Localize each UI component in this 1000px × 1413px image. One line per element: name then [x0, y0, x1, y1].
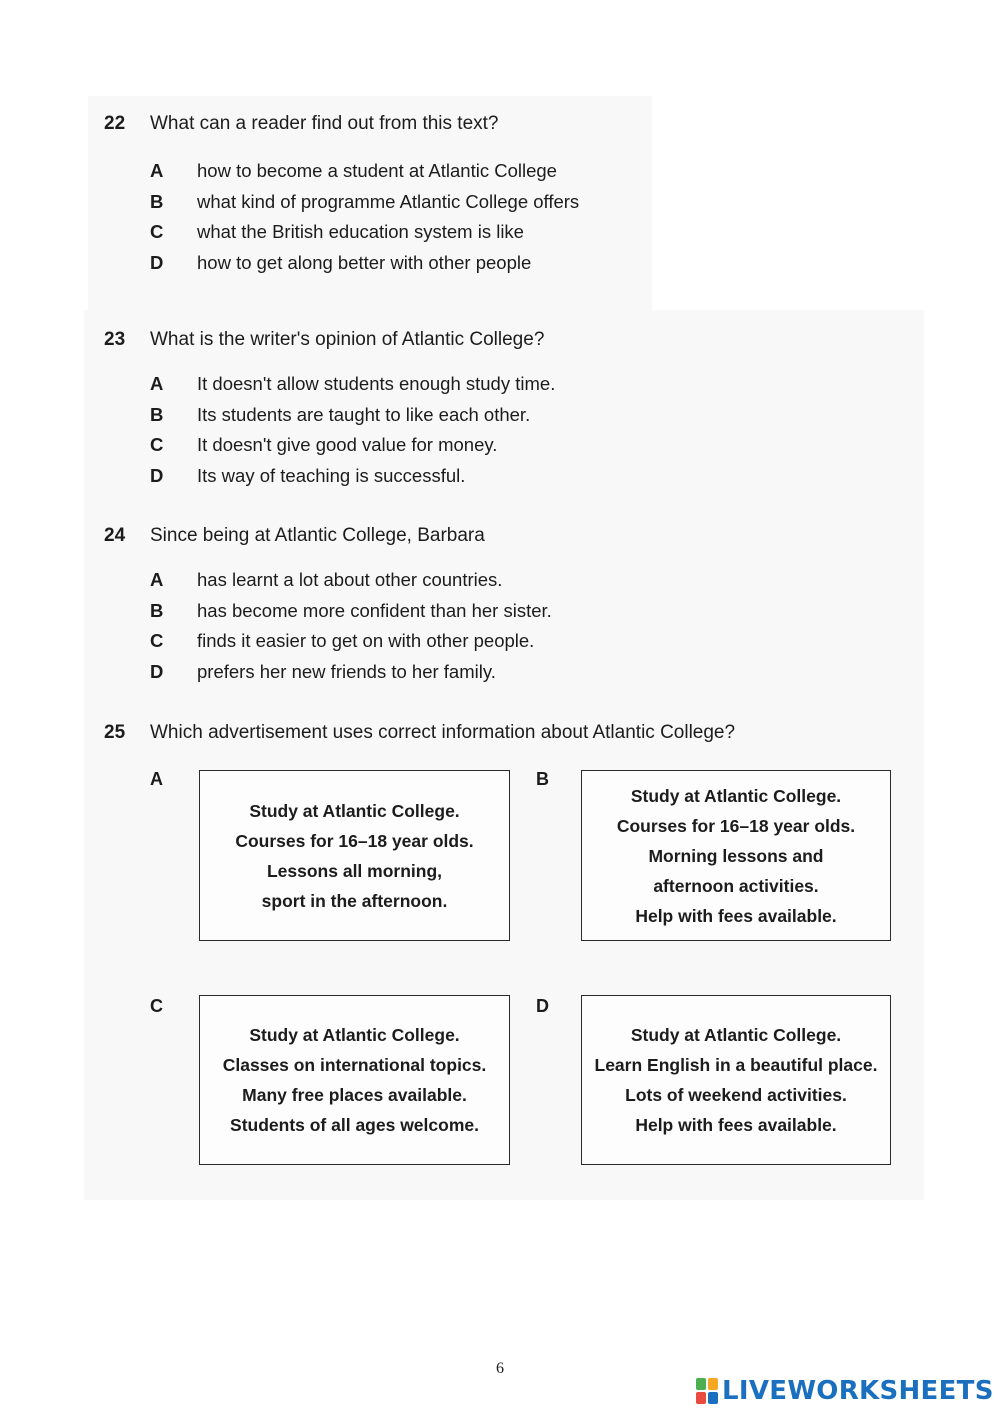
option-text: It doesn't allow students enough study time.: [197, 373, 556, 394]
option-text: Its students are taught to like each other.: [197, 403, 531, 425]
option-c[interactable]: [150, 626, 924, 657]
advert-d-box[interactable]: [581, 995, 891, 1165]
option-text: how to get along better with other people: [197, 251, 532, 273]
option-text: prefers her new friends to her family.: [197, 660, 496, 682]
question-number: 22: [104, 113, 126, 134]
option-a[interactable]: [150, 565, 924, 596]
option-d[interactable]: [150, 657, 924, 688]
question-25: [104, 721, 924, 745]
option-c[interactable]: [150, 217, 924, 248]
option-d[interactable]: [150, 248, 924, 279]
advert-line: Lessons all morning,: [266, 860, 443, 881]
option-letter: D: [150, 464, 164, 486]
option-letter: C: [150, 221, 164, 242]
option-letter: B: [150, 599, 164, 621]
question-24: [104, 524, 924, 687]
option-text: what the British education system is like: [197, 221, 524, 242]
advert-line: Lots of weekend activities.: [625, 1085, 847, 1105]
advert-c-box[interactable]: [199, 995, 510, 1165]
advert-line: afternoon activities.: [653, 875, 819, 896]
advert-line: Study at Atlantic College.: [249, 800, 460, 821]
liveworksheets-logo-icon: [696, 1378, 718, 1404]
option-text: what kind of programme Atlantic College offers: [197, 190, 580, 212]
option-text: has learnt a lot about other countries.: [197, 569, 503, 590]
page-number: 6: [496, 1360, 504, 1377]
option-letter: D: [150, 660, 164, 682]
option-letter: C: [150, 630, 164, 651]
advert-line: Courses for 16–18 year olds.: [616, 815, 856, 836]
advert-line: Study at Atlantic College.: [630, 1025, 842, 1045]
question-text: Which advertisement uses correct information about Atlantic College?: [150, 722, 736, 743]
advert-line: sport in the afternoon.: [261, 890, 448, 911]
option-a[interactable]: [150, 156, 924, 187]
question-number: 24: [104, 525, 126, 546]
advert-line: Morning lessons and: [648, 845, 824, 866]
question-number: 25: [104, 722, 126, 743]
advert-line: Many free places available.: [242, 1085, 467, 1105]
advert-line: Study at Atlantic College.: [630, 785, 842, 806]
advert-line: Classes on international topics.: [222, 1055, 487, 1075]
question-text: What can a reader find out from this text?: [150, 113, 499, 134]
option-letter: B: [150, 190, 164, 212]
option-letter: A: [150, 373, 164, 394]
brand-name: LIVEWORKSHEETS: [722, 1376, 994, 1406]
option-a[interactable]: [150, 369, 924, 400]
option-letter: A: [150, 160, 164, 181]
advert-b-letter[interactable]: B: [536, 769, 549, 789]
option-b[interactable]: [150, 187, 924, 218]
advert-b-box[interactable]: [581, 770, 891, 941]
advert-a-letter[interactable]: A: [150, 769, 163, 789]
option-b[interactable]: [150, 596, 924, 627]
option-text: finds it easier to get on with other people.: [197, 630, 535, 651]
option-letter: A: [150, 569, 164, 590]
advert-line: Courses for 16–18 year olds.: [235, 830, 474, 851]
option-letter: D: [150, 251, 164, 273]
option-text: has become more confident than her sister.: [197, 599, 552, 621]
advert-line: Help with fees available.: [635, 1115, 837, 1135]
option-text: It doesn't give good value for money.: [197, 434, 498, 455]
option-b[interactable]: [150, 400, 924, 431]
option-c[interactable]: [150, 430, 924, 461]
advert-c-letter[interactable]: C: [150, 996, 163, 1016]
question-text: Since being at Atlantic College, Barbara: [150, 525, 485, 546]
question-text: What is the writer's opinion of Atlantic College?: [150, 329, 545, 350]
advert-line: Help with fees available.: [635, 905, 837, 926]
advert-line: Students of all ages welcome.: [230, 1115, 479, 1135]
advert-line: Study at Atlantic College.: [249, 1025, 460, 1045]
option-d[interactable]: [150, 461, 924, 492]
option-letter: C: [150, 434, 164, 455]
liveworksheets-branding[interactable]: [696, 1376, 994, 1406]
option-letter: B: [150, 403, 164, 425]
question-23: [104, 328, 924, 491]
advert-line: Learn English in a beautiful place.: [594, 1055, 878, 1075]
advert-d-letter[interactable]: D: [536, 996, 549, 1016]
question-22: [104, 112, 924, 278]
option-text: how to become a student at Atlantic College: [197, 160, 557, 181]
option-text: Its way of teaching is successful.: [197, 464, 466, 486]
advert-a-box[interactable]: [199, 770, 510, 941]
question-number: 23: [104, 329, 126, 350]
